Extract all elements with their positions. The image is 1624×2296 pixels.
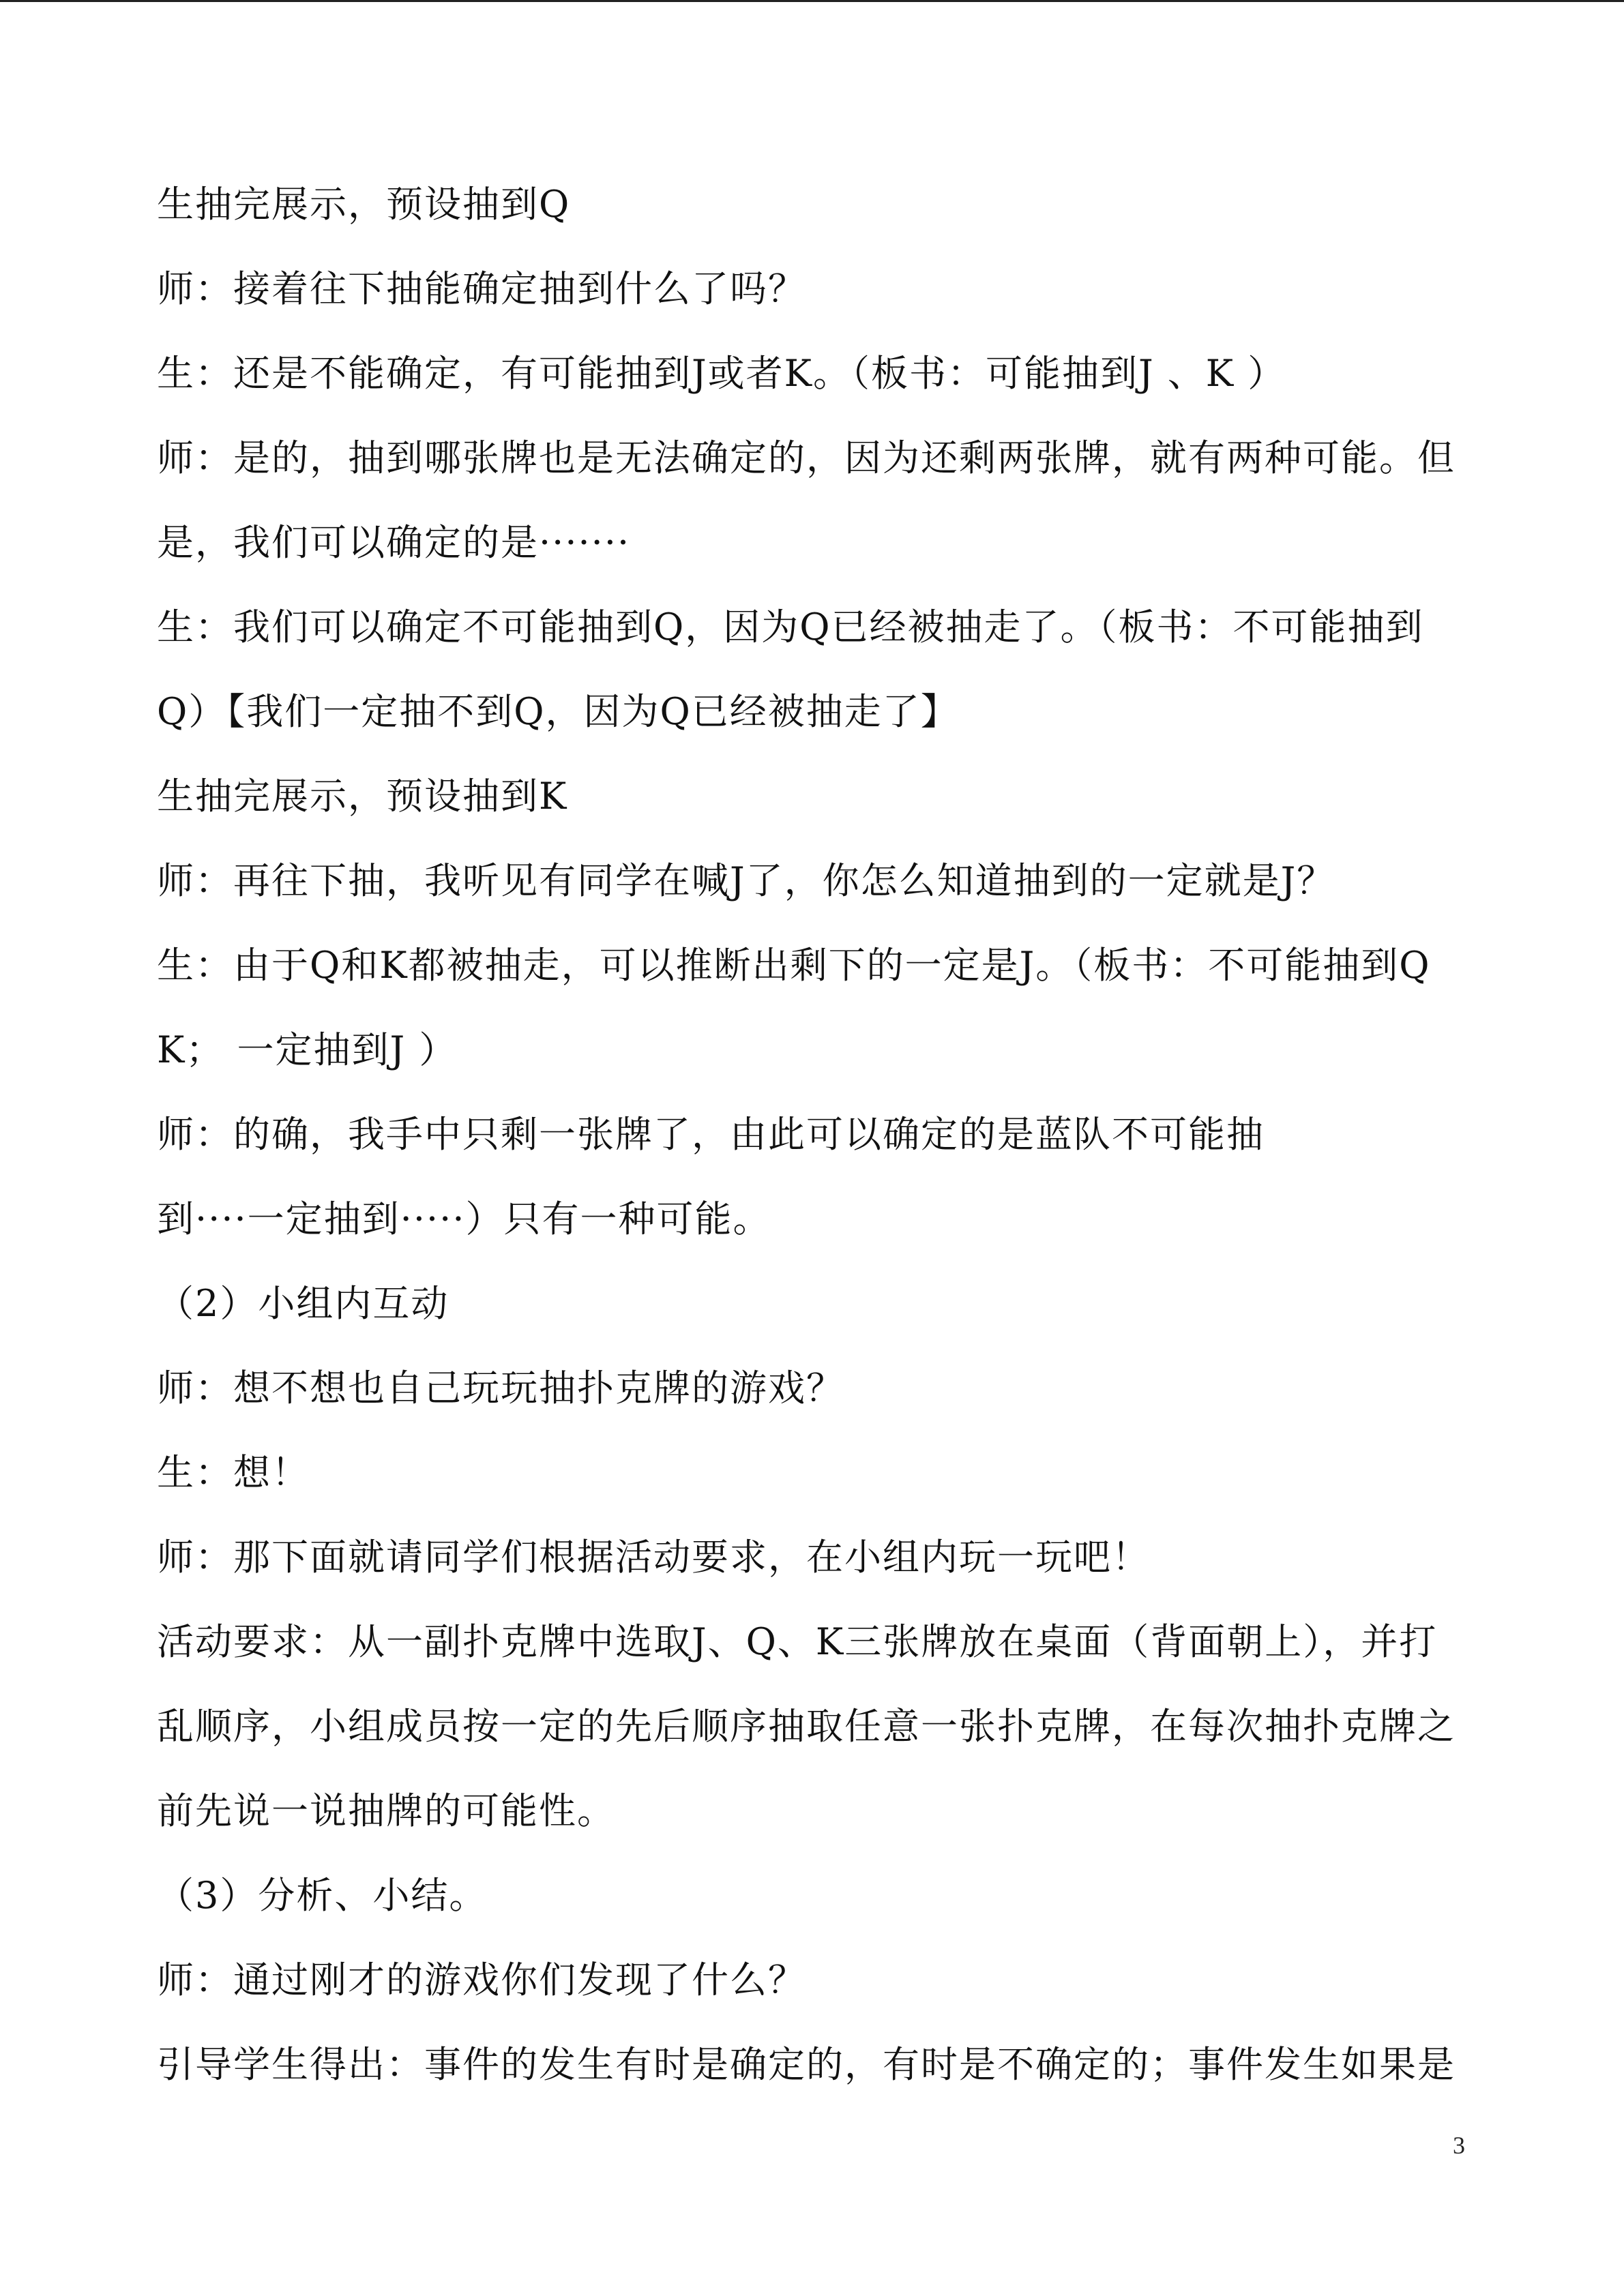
text-line: Q）【我们一定抽不到Q，因为Q已经被抽走了】 [157,690,959,733]
text-line: 是，我们可以确定的是······· [157,521,631,564]
section-heading: （2）小组内互动 [157,1282,449,1325]
text-line: 师：想不想也自己玩玩抽扑克牌的游戏？ [157,1367,844,1410]
text-line: 生抽完展示，预设抽到K [157,775,568,818]
text-line: 师：的确，我手中只剩一张牌了，由此可以确定的是蓝队不可能抽 [157,1113,1265,1156]
text-line: 生抽完展示，预设抽到Q [157,183,571,226]
section-heading: （3）分析、小结。 [157,1874,488,1917]
text-line: 师：再往下抽，我听见有同学在喊J了，你怎么知道抽到的一定就是J？ [157,859,1335,902]
text-line: 生：还是不能确定，有可能抽到J或者K。（板书：可能抽到J 、K ） [157,352,1286,395]
text-line: 前先说一说抽牌的可能性。 [157,1789,615,1832]
page-top-rule [0,0,1624,2]
text-line: 生：由于Q和K都被抽走，可以推断出剩下的一定是J。（板书：不可能抽到Q [157,944,1431,987]
text-line: 生：想！ [157,1451,310,1494]
page-number: 3 [1453,2132,1465,2159]
document-body [157,162,1473,2107]
text-line: 到····一定抽到·····）只有一种可能。 [157,1197,771,1240]
text-line: 师：通过刚才的游戏你们发现了什么？ [157,1958,806,2001]
text-line: 生：我们可以确定不可能抽到Q，因为Q已经被抽走了。（板书：不可能抽到 [157,606,1424,648]
text-line: 活动要求：从一副扑克牌中选取J、Q、K三张牌放在桌面（背面朝上），并打 [157,1620,1438,1663]
text-line: 师：接着往下抽能确定抽到什么了吗？ [157,267,806,310]
text-line: K； 一定抽到J ） [157,1028,458,1071]
text-line: 师：那下面就请同学们根据活动要求，在小组内玩一玩吧！ [157,1536,1150,1579]
text-line: 乱顺序，小组成员按一定的先后顺序抽取任意一张扑克牌，在每次抽扑克牌之 [157,1705,1456,1748]
text-line: 引导学生得出：事件的发生有时是确定的，有时是不确定的；事件发生如果是 [157,2043,1456,2086]
text-line: 师：是的，抽到哪张牌也是无法确定的，因为还剩两张牌，就有两种可能。但 [157,436,1456,479]
